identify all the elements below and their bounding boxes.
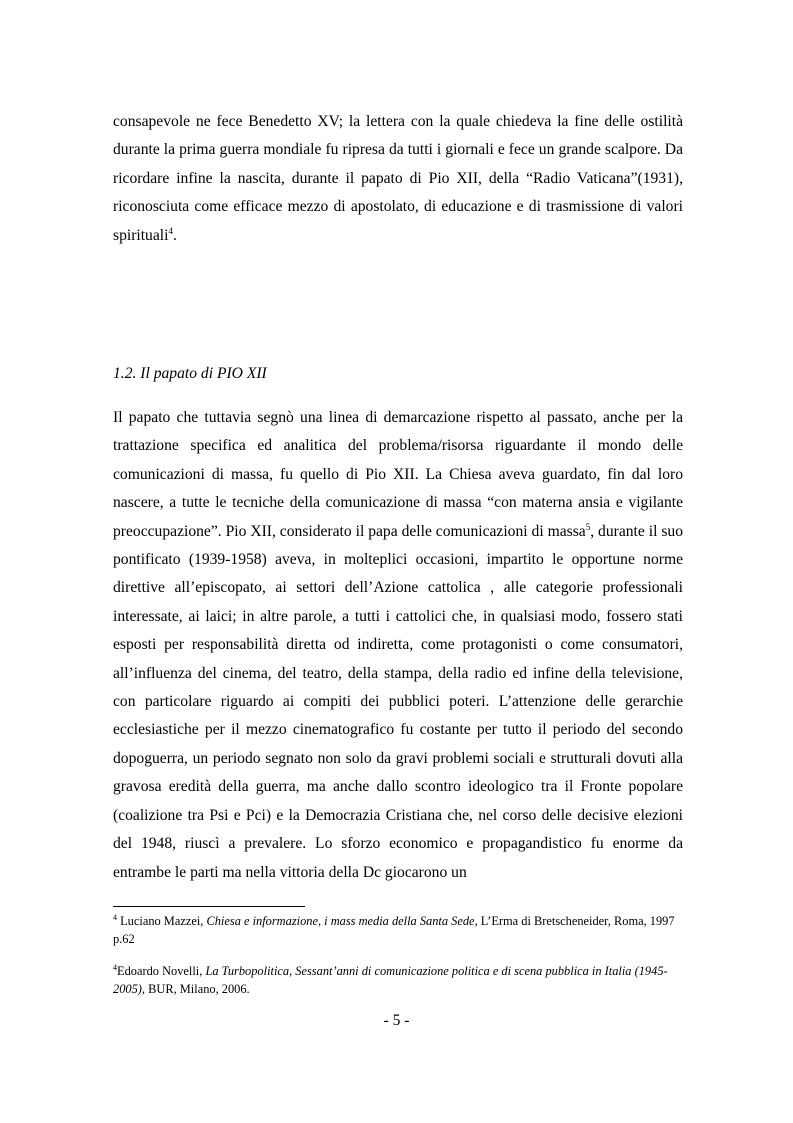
footnote-1-author: Luciano Mazzei, xyxy=(120,914,207,928)
footnote-1-number: 4 xyxy=(113,913,117,922)
footnote-2-author: Edoardo Novelli, xyxy=(117,964,206,978)
footnote-2-rest: , BUR, Milano, 2006. xyxy=(141,982,250,996)
footnote-ref-4: 4 xyxy=(168,225,173,236)
section-heading: 1.2. Il papato di PIO XII xyxy=(113,365,267,382)
footnote-ref-5: 5 xyxy=(585,521,591,532)
footnote-1 xyxy=(113,912,683,948)
footnote-1-rest: , L’Erma di Bretscheneider, Roma, 1997 p.62 xyxy=(113,914,675,946)
footnote-2-title: La Turbopolitica, Sessant’anni di comunicazione politica e di scena pubblica in Italia (1945-2005) xyxy=(113,964,668,996)
paragraph-2-part1: Il papato che tuttavia segnò una linea di demarcazione rispetto al passato, anche per la trattazione specifica ed analitica del problema/risorsa riguardante il mondo delle comunicazioni di massa, fu quello di Pio XII. La Chiesa aveva guardato, fin dal loro nascere, a tutte le tecniche della comunicazione di massa “con materna ansia e vigilante preoccupazione”. Pio XII, considerato il papa delle comunicazioni di massa xyxy=(113,409,683,540)
paragraph-1-text: consapevole ne fece Benedetto XV; la lettera con la quale chiedeva la fine delle ostilità durante la prima guerra mondiale fu ripresa da tutti i giornali e fece un grande scalpore. Da ricordare infine la nascita, durante il papato di Pio XII, della “Radio Vaticana”(1931), riconosciuta come efficace mezzo di apostolato, di educazione e di trasmissione di valori spirituali xyxy=(113,113,683,244)
body-paragraph-2 xyxy=(113,404,683,887)
paragraph-1-tail: . xyxy=(172,226,177,244)
footnote-1-title: Chiesa e informazione, i mass media della Santa Sede xyxy=(206,914,475,928)
page-number: - 5 - xyxy=(383,1012,410,1029)
footnote-2-number: 4 xyxy=(113,963,117,972)
body-paragraph-1 xyxy=(113,108,683,250)
footnote-separator xyxy=(113,906,305,907)
footnote-2 xyxy=(113,962,683,998)
paragraph-2-part2: , durante il suo pontificato (1939-1958) aveva, in molteplici occasioni, impartito le opportune norme direttive all’episcopato, ai settori dell’Azione cattolica , alle categorie professionali interessate, ai laici; in altre parole, a tutti i cattolici che, in qualsiasi modo, fossero stati esposti per responsabilità diretta od indiretta, come protagonisti o come consumatori, all’influenza del cinema, del teatro, della stampa, della radio ed infine della televisione, con particolare riguardo ai compiti dei pubblici poteri. L’attenzione delle gerarchie ecclesiastiche per il mezzo cinematografico fu costante per tutto il periodo del secondo dopoguerra, un periodo segnato non solo da gravi problemi sociali e strutturali dovuti alla gravosa eredità della guerra, ma anche dallo scontro ideologico tra il Fronte popolare (coalizione tra Psi e Pci) e la Democrazia Cristiana che, nel corso delle decisive elezioni del 1948, riuscì a prevalere. Lo sforzo economico e propagandistico fu enorme da entrambe le parti ma nella vittoria della Dc giocarono un xyxy=(113,522,683,881)
